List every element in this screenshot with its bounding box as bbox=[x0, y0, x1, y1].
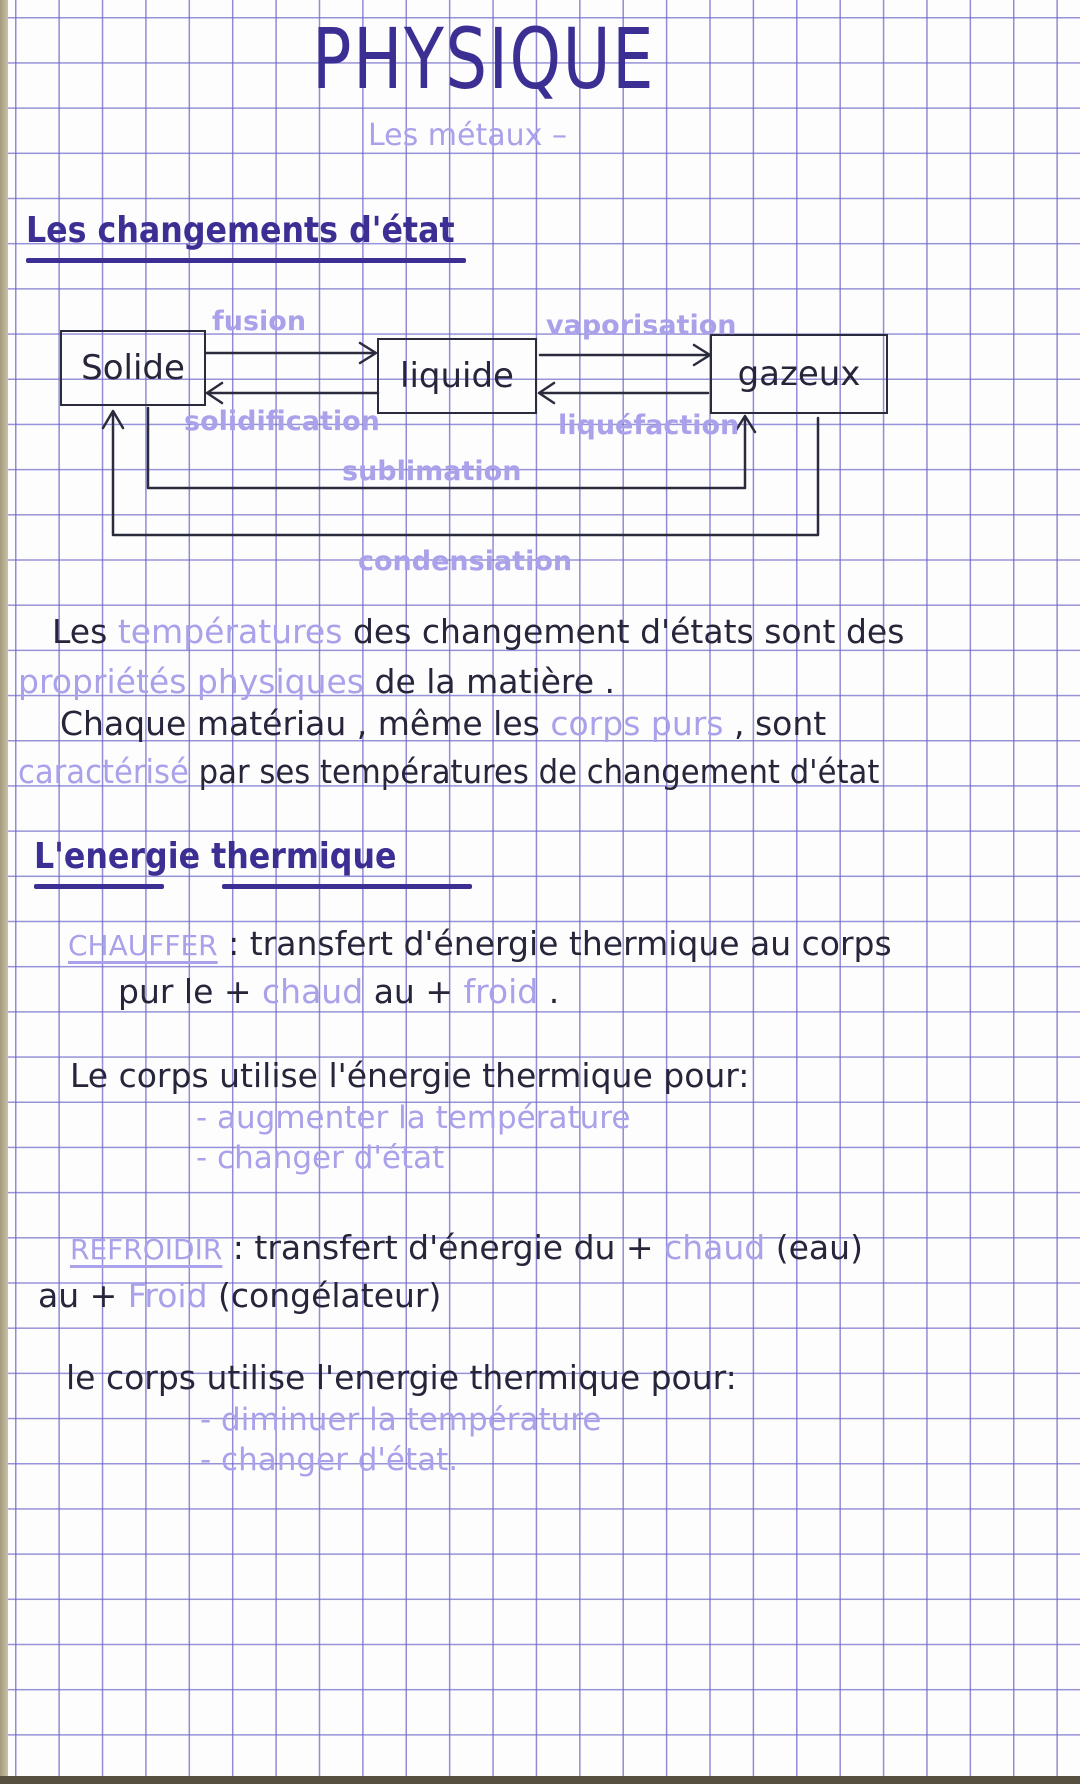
section-heading-energie-thermique: L'energie thermique bbox=[34, 836, 397, 877]
chauffer-use-item-2: - changer d'état bbox=[196, 1140, 445, 1176]
highlight-temperatures: températures bbox=[117, 612, 343, 651]
text-au-plus: au + bbox=[373, 972, 453, 1011]
highlight-caracterise: caractérisé bbox=[18, 752, 189, 791]
transition-label-solidification: solidification bbox=[184, 406, 380, 437]
transition-label-vaporisation: vaporisation bbox=[546, 310, 737, 341]
chauffer-definition-line-1 bbox=[68, 924, 892, 963]
text-chaque-materiau: Chaque matériau , même les bbox=[60, 704, 540, 743]
transition-label-condensation: condensiation bbox=[358, 546, 573, 577]
text-transfert-refroidir: : transfert d'énergie du + bbox=[232, 1228, 654, 1267]
text-par-ses-temperatures: par ses températures de changement d'état bbox=[198, 752, 880, 791]
highlight-froid-refroidir: Froid bbox=[127, 1276, 208, 1315]
highlight-corps-purs: corps purs bbox=[550, 704, 724, 743]
page-title: PHYSIQUE bbox=[312, 10, 656, 108]
state-box-liquide bbox=[377, 338, 537, 414]
state-label-liquide: liquide bbox=[400, 356, 514, 396]
refroidir-use-item-1: - diminuer la température bbox=[200, 1402, 602, 1438]
section-heading-changements-etat: Les changements d'état bbox=[26, 210, 455, 251]
text-de-la-matiere: de la matière . bbox=[374, 662, 616, 701]
text-au-plus-refroidir: au + bbox=[38, 1276, 118, 1315]
text-pur-le: pur le + bbox=[118, 972, 252, 1011]
highlight-chaud-refroidir: chaud bbox=[664, 1228, 766, 1267]
heading-underline-right bbox=[222, 884, 472, 889]
text-congelateur: (congélateur) bbox=[218, 1276, 442, 1315]
highlight-chaud: chaud bbox=[262, 972, 364, 1011]
refroidir-use-intro: le corps utilise l'energie thermique pour: bbox=[66, 1358, 737, 1397]
chauffer-definition-line-2 bbox=[118, 972, 559, 1011]
state-label-gazeux: gazeux bbox=[737, 354, 861, 394]
refroidir-definition-line-2 bbox=[38, 1276, 441, 1315]
page-bottom-edge bbox=[0, 1776, 1080, 1784]
paragraph-line-1 bbox=[52, 612, 904, 651]
heading-underline-left bbox=[34, 884, 164, 889]
text-changement-etats: des changement d'états sont des bbox=[352, 612, 905, 651]
page-subtitle: Les métaux – bbox=[368, 118, 567, 153]
diagram-arrows bbox=[0, 0, 1080, 600]
state-box-gazeux bbox=[710, 334, 888, 414]
chauffer-use-intro: Le corps utilise l'énergie thermique pour: bbox=[70, 1056, 750, 1095]
state-label-solide: Solide bbox=[81, 348, 185, 388]
transition-label-fusion: fusion bbox=[212, 306, 307, 337]
text-sont: , sont bbox=[734, 704, 827, 743]
state-box-solide bbox=[60, 330, 206, 406]
keyword-refroidir: REFROIDIR bbox=[70, 1233, 223, 1266]
paragraph-line-3 bbox=[60, 704, 826, 743]
text-period: . bbox=[548, 972, 560, 1011]
paragraph-line-2 bbox=[18, 662, 615, 701]
text-eau: (eau) bbox=[775, 1228, 863, 1267]
paragraph-line-4 bbox=[18, 752, 879, 791]
transition-label-sublimation: sublimation bbox=[342, 456, 522, 487]
chauffer-use-item-1: - augmenter la température bbox=[196, 1100, 631, 1136]
highlight-froid: froid bbox=[463, 972, 539, 1011]
text-transfert-chauffer: : transfert d'énergie thermique au corps bbox=[228, 924, 892, 963]
transition-label-liquefaction: liquéfaction bbox=[558, 410, 740, 441]
refroidir-use-item-2: - changer d'état. bbox=[200, 1442, 459, 1478]
refroidir-definition-line-1 bbox=[70, 1228, 863, 1267]
highlight-proprietes-physiques: propriétés physiques bbox=[18, 662, 365, 701]
keyword-chauffer: CHAUFFER bbox=[68, 929, 218, 962]
text-les: Les bbox=[52, 612, 108, 651]
